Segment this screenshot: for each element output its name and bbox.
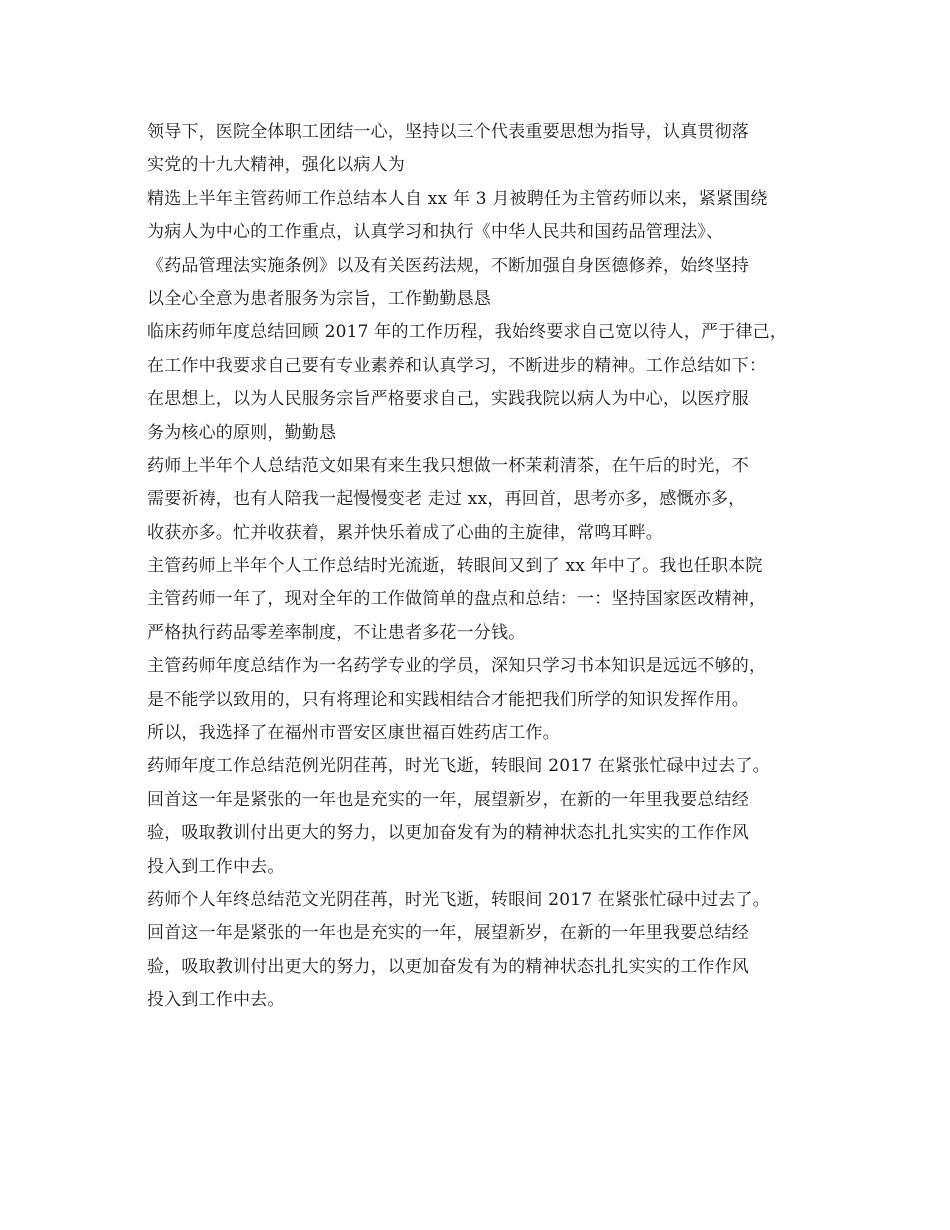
text-line: 投入到工作中去。 [147, 856, 285, 877]
text-line: 精选上半年主管药师工作总结本人自 xx 年 3 月被聘任为主管药师以来，紧紧围绕 [147, 188, 768, 209]
text-line: 药师个人年终总结范文光阴荏苒，时光飞逝，转眼间 2017 在紧张忙碌中过去了。 [147, 889, 770, 910]
paragraph-8 [147, 884, 827, 1018]
text-line: 所以，我选择了在福州市晋安区康世福百姓药店工作。 [147, 723, 560, 744]
paragraph-3 [147, 316, 827, 450]
paragraph-5 [147, 550, 827, 650]
text-line: 主管药师年度总结作为一名药学专业的学员，深知只学习书本知识是远远不够的， [147, 656, 767, 677]
text-line: 收获亦多。忙并收获着，累并快乐着成了心曲的主旋律，常鸣耳畔。 [147, 522, 663, 543]
paragraph-4 [147, 450, 827, 550]
text-line: 临床药师年度总结回顾 2017 年的工作历程，我始终要求自己宽以待人，严于律己， [147, 322, 788, 343]
text-line: 验，吸取教训付出更大的努力，以更加奋发有为的精神状态扎扎实实的工作作风 [147, 956, 749, 977]
paragraph-6 [147, 650, 827, 750]
text-line: 回首这一年是紧张的一年也是充实的一年，展望新岁，在新的一年里我要总结经 [147, 789, 749, 810]
text-line: 主管药师上半年个人工作总结时光流逝，转眼间又到了 xx 年中了。我也任职本院 [147, 556, 763, 577]
text-line: 需要祈祷，也有人陪我一起慢慢变老 走过 xx，再回首，思考亦多，感慨亦多， [147, 489, 746, 510]
text-line: 在思想上，以为人民服务宗旨严格要求自己，实践我院以病人为中心，以医疗服 [147, 389, 749, 410]
text-line: 药师年度工作总结范例光阴荏苒，时光飞逝，转眼间 2017 在紧张忙碌中过去了。 [147, 756, 770, 777]
text-line: 《药品管理法实施条例》以及有关医药法规，不断加强自身医德修养，始终坚持 [147, 255, 749, 276]
paragraph-2 [147, 183, 827, 317]
text-line: 实党的十九大精神，强化以病人为 [147, 155, 405, 176]
text-line: 严格执行药品零差率制度，不让患者多花一分钱。 [147, 622, 526, 643]
paragraph-1 [147, 116, 827, 183]
text-line: 是不能学以致用的，只有将理论和实践相结合才能把我们所学的知识发挥作用。 [147, 689, 749, 710]
text-line: 验，吸取教训付出更大的努力，以更加奋发有为的精神状态扎扎实实的工作作风 [147, 823, 749, 844]
text-line: 务为核心的原则，勤勤恳 [147, 422, 337, 443]
text-line: 主管药师一年了，现对全年的工作做简单的盘点和总结：一：坚持国家医改精神， [147, 589, 767, 610]
text-line: 为病人为中心的工作重点，认真学习和执行《中华人民共和国药品管理法》、 [147, 222, 724, 243]
text-line: 以全心全意为患者服务为宗旨，工作勤勤恳恳 [147, 288, 491, 309]
text-line: 回首这一年是紧张的一年也是充实的一年，展望新岁，在新的一年里我要总结经 [147, 923, 749, 944]
text-line: 药师上半年个人总结范文如果有来生我只想做一杯茉莉清茶，在午后的时光，不 [147, 455, 749, 476]
text-line: 投入到工作中去。 [147, 990, 285, 1011]
text-line: 领导下，医院全体职工团结一心，坚持以三个代表重要思想为指导，认真贯彻落 [147, 122, 749, 142]
document-body [147, 116, 827, 1018]
text-line: 在工作中我要求自己要有专业素养和认真学习，不断进步的精神。工作总结如下： [147, 355, 767, 376]
paragraph-7 [147, 750, 827, 884]
